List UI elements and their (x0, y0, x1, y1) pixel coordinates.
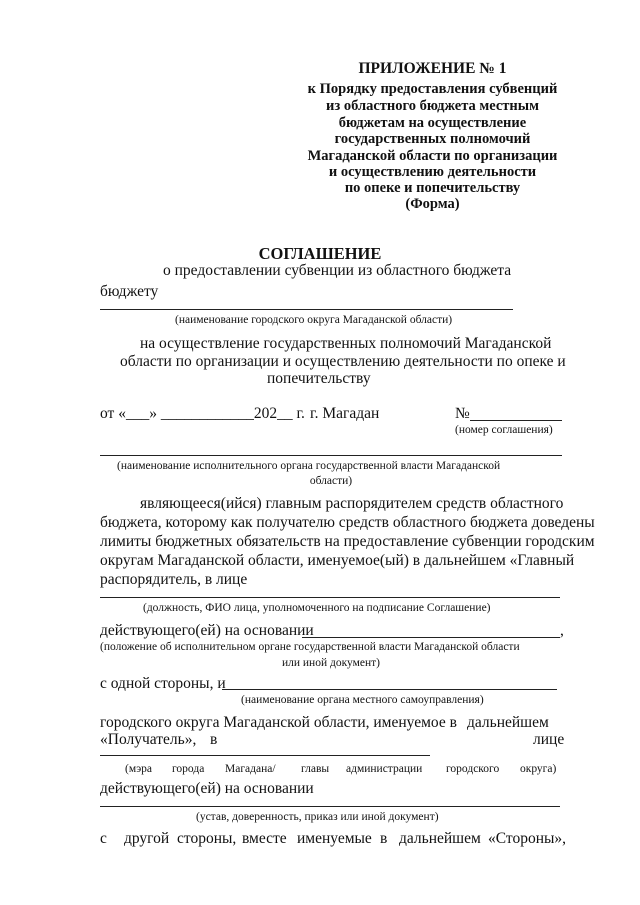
local-gov-fill-line (222, 689, 557, 690)
purpose-line: области по организации и осуществлению деятельности по опеке и (120, 353, 566, 370)
charter-fill-line (100, 806, 560, 807)
other-side-word: другой (124, 830, 170, 847)
acting-basis: действующего(ей) на основании (100, 780, 314, 797)
appendix-line: Магаданской области по организации (307, 148, 558, 164)
other-side-word: именуемые (297, 830, 372, 847)
municipality-fill-line (100, 309, 513, 310)
caption-regulation: или иной документ) (281, 657, 381, 669)
purpose-line: попечительству (267, 370, 371, 387)
executive-fill-line (100, 455, 562, 456)
caption-regulation: (положение об исполнительном органе государственной власти Магаданской области (100, 641, 520, 653)
purpose-line: на осуществление государственных полномочий Магаданской (140, 335, 552, 352)
caption-charter: (устав, доверенность, приказ или иной документ) (196, 811, 439, 823)
number-fill-line (470, 420, 562, 421)
appendix-title: ПРИЛОЖЕНИЕ № 1 (358, 60, 507, 77)
city: г. Магадан (310, 405, 380, 422)
other-side-word: в (380, 830, 388, 847)
appendix-line: и осуществлению деятельности (328, 164, 537, 180)
caption-mayor-word: округа) (520, 763, 557, 775)
recipient-in: в (210, 731, 218, 748)
caption-executive: (наименование исполнительного органа государственной власти Магаданской (117, 460, 501, 472)
official-fill-line (100, 597, 560, 598)
caption-mayor-word: города (172, 763, 205, 775)
appendix-line: государственных полномочий (334, 131, 531, 147)
other-side-word: вместе (242, 830, 287, 847)
caption-mayor-word: Магадана/ (225, 763, 276, 775)
budget-word: бюджету (100, 283, 159, 300)
other-side-word: с (100, 830, 107, 847)
municipal-line-right: дальнейшем (467, 714, 549, 731)
acting-basis: действующего(ей) на основании (100, 622, 314, 639)
municipal-line: городского округа Магаданской области, именуемое в (100, 714, 457, 731)
number-sign: № (455, 405, 470, 422)
mayor-fill-line (100, 755, 430, 756)
agreement-subtitle: о предоставлении субвенции из областного бюджета (163, 262, 512, 279)
appendix-line: по опеке и попечительству (344, 180, 521, 196)
other-side-word: «Стороны», (488, 830, 567, 847)
other-side-word: стороны, (177, 830, 237, 847)
appendix-line: бюджетам на осуществление (338, 115, 527, 131)
appendix-form-label: (Форма) (405, 196, 460, 212)
appendix-line: к Порядку предоставления субвенций (307, 81, 558, 97)
appendix-line: из областного бюджета местным (326, 98, 539, 114)
basis-fill-line (302, 637, 560, 638)
one-side: с одной стороны, и (100, 675, 226, 692)
caption-mayor-word: администрации (346, 763, 423, 775)
paragraph-line: округам Магаданской области, именуемое(ый) в дальнейшем «Главный (100, 552, 575, 569)
paragraph-line: лимиты бюджетных обязательств на предоставление субвенции городским (100, 533, 595, 550)
caption-mayor-word: городского (446, 763, 500, 775)
recipient-face: лице (533, 731, 565, 748)
caption-executive: области) (309, 475, 353, 487)
caption-mayor-word: главы (301, 763, 330, 775)
caption-official: (должность, ФИО лица, уполномоченного на подписание Соглашение) (143, 602, 491, 614)
date-field: от «___» ____________202__ г. (100, 405, 305, 422)
paragraph-line: являющееся(ийся) главным распорядителем средств областного (140, 495, 564, 512)
agreement-title: СОГЛАШЕНИЕ (258, 244, 382, 263)
caption-municipality: (наименование городского округа Магаданской области) (175, 314, 453, 326)
paragraph-line: распорядитель, в лице (100, 571, 248, 588)
recipient-label: «Получатель», (100, 731, 197, 748)
caption-mayor-word: (мэра (125, 763, 153, 775)
paragraph-line: бюджета, которому как получателю средств областного бюджета доведены (100, 514, 595, 531)
other-side-word: дальнейшем (399, 830, 481, 847)
caption-number: (номер соглашения) (455, 424, 553, 436)
caption-local-gov: (наименование органа местного самоуправления) (241, 694, 484, 706)
comma: , (560, 622, 564, 639)
